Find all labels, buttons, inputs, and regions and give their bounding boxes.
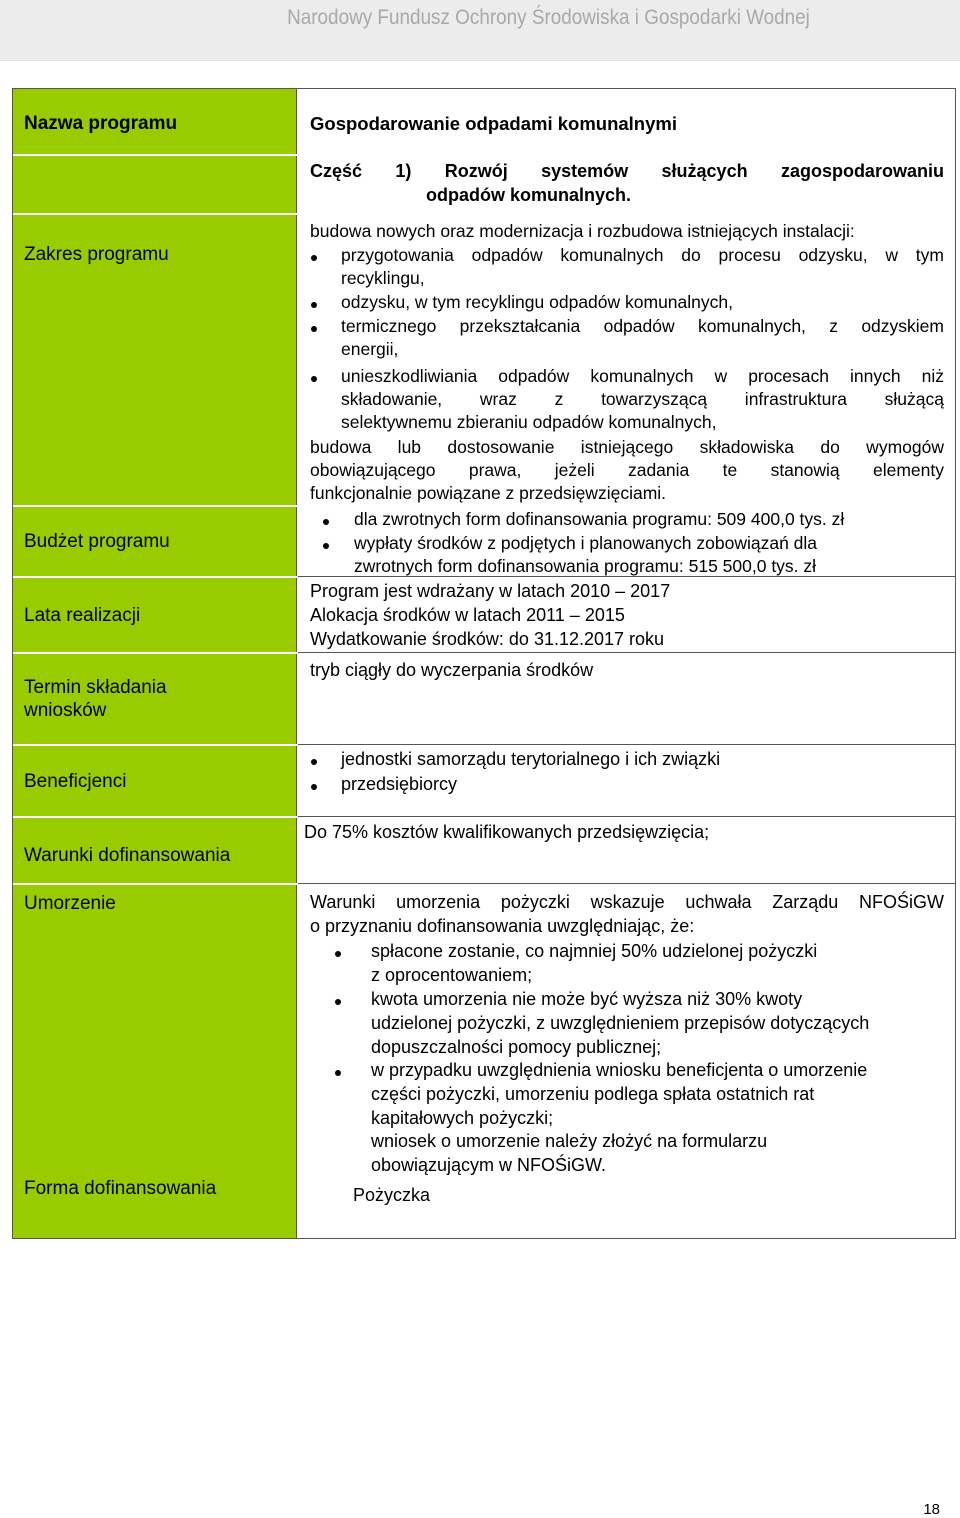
budzet-item-2-line-2: zwrotnych form dofinansowania programu: 515 500,0 tys. zł: [354, 556, 817, 576]
umorzenie-item-1-line-1: spłacone zostanie, co najmniej 50% udzielonej pożyczki: [371, 941, 818, 961]
bullet-icon: [335, 951, 341, 957]
label-umorzenie: Umorzenie: [24, 893, 116, 914]
lata-line-2: Alokacja środków w latach 2011 – 2015: [310, 605, 625, 625]
umorzenie-item-2-line-2: udzielonej pożyczki, z uwzględnieniem przepisów dotyczących: [371, 1013, 870, 1033]
zakres-intro: budowa nowych oraz modernizacja i rozbudowa istniejących instalacji:: [310, 221, 855, 241]
divider: [298, 816, 955, 817]
zakres-item-1-line-2: recyklingu,: [341, 268, 425, 288]
zakres-item-3-line-1: termicznego przekształcania odpadów komunalnych, z odzyskiem: [341, 316, 944, 336]
bullet-icon: [311, 376, 317, 382]
bullet-icon: [335, 999, 341, 1005]
divider: [298, 744, 955, 745]
bullet-icon: [311, 302, 317, 308]
divider: [298, 652, 955, 653]
zakres-item-3-line-2: energii,: [341, 339, 399, 359]
bullet-icon: [311, 784, 317, 790]
beneficjenci-item-1: jednostki samorządu terytorialnego i ich związki: [341, 749, 721, 769]
separator: [13, 154, 297, 156]
czesc-line-2: odpadów komunalnych.: [426, 185, 632, 205]
separator: [13, 652, 297, 654]
umorzenie-item-3-line-2: części pożyczki, umorzeniu podlega spłata ostatnich rat: [371, 1084, 815, 1104]
bullet-icon: [311, 255, 317, 261]
separator: [13, 576, 297, 578]
bullet-icon: [323, 543, 329, 549]
umorzenie-item-3-line-3: kapitałowych pożyczki;: [371, 1108, 554, 1128]
forma-value: Pożyczka: [353, 1185, 431, 1205]
umorzenie-tail-line-2: obowiązującym w NFOŚiGW.: [371, 1155, 607, 1175]
separator: [13, 816, 297, 818]
umorzenie-item-3-line-1: w przypadku uwzględnienia wniosku beneficjenta o umorzenie: [371, 1060, 868, 1080]
label-termin-wnioskow: wniosków: [24, 700, 107, 721]
umorzenie-intro-line-2: o przyznaniu dofinansowania uwzględniając, że:: [310, 916, 695, 936]
zakres-para-2-line-3: funkcjonalnie powiązane z przedsięwzięciami.: [310, 483, 667, 503]
czesc-word: systemów: [541, 161, 629, 181]
lata-line-1: Program jest wdrażany w latach 2010 – 2017: [310, 581, 671, 601]
page-header: [0, 0, 960, 61]
bullet-icon: [311, 326, 317, 332]
beneficjenci-item-2: przedsiębiorcy: [341, 774, 458, 794]
czesc-word: Część: [310, 161, 363, 181]
label-termin-skladania: Termin składania: [24, 677, 167, 698]
separator: [13, 883, 297, 885]
label-beneficjenci: Beneficjenci: [24, 771, 127, 792]
umorzenie-intro-line-1: Warunki umorzenia pożyczki wskazuje uchwała Zarządu NFOŚiGW: [310, 892, 944, 912]
umorzenie-item-2-line-1: kwota umorzenia nie może być wyższa niż 30% kwoty: [371, 989, 803, 1009]
label-forma-dofinansowania: Forma dofinansowania: [24, 1178, 217, 1199]
zakres-para-2-line-1: budowa lub dostosowanie istniejącego składowiska do wymogów: [310, 437, 944, 457]
divider: [298, 883, 955, 884]
separator: [13, 744, 297, 746]
czesc-word: służących: [661, 161, 748, 181]
page-number: 18: [923, 1501, 940, 1518]
czesc-word: Rozwój: [444, 161, 508, 181]
label-lata-realizacji: Lata realizacji: [24, 605, 141, 626]
zakres-item-4-line-1: unieszkodliwiania odpadów komunalnych w procesach innych niż: [341, 366, 944, 386]
label-nazwa-programu: Nazwa programu: [24, 113, 178, 134]
zakres-item-4-line-3: selektywnemu zbieraniu odpadów komunalnych,: [341, 412, 717, 432]
zakres-item-1-line-1: przygotowania odpadów komunalnych do procesu odzysku, w tym: [341, 245, 944, 265]
budzet-item-2-line-1: wypłaty środków z podjętych i planowanych zobowiązań dla: [354, 533, 818, 553]
zakres-item-4-line-2: składowanie, wraz z towarzyszącą infrastruktura służącą: [341, 389, 944, 409]
czesc-word: 1): [395, 161, 412, 181]
bullet-icon: [323, 519, 329, 525]
program-name: Gospodarowanie odpadami komunalnymi: [310, 113, 677, 134]
separator: [13, 505, 297, 507]
bullet-icon: [335, 1070, 341, 1076]
label-warunki-dofinansowania: Warunki dofinansowania: [24, 845, 231, 866]
umorzenie-item-2-line-3: dopuszczalności pomocy publicznej;: [371, 1037, 662, 1057]
czesc-word: zagospodarowaniu: [780, 161, 944, 181]
label-budzet-programu: Budżet programu: [24, 531, 170, 552]
termin-value: tryb ciągły do wyczerpania środków: [310, 660, 594, 680]
warunki-value: Do 75% kosztów kwalifikowanych przedsięwzięcia;: [304, 822, 710, 842]
umorzenie-tail-line-1: wniosek o umorzenie należy złożyć na formularzu: [371, 1131, 768, 1151]
budzet-item-1: dla zwrotnych form dofinansowania programu: 509 400,0 tys. zł: [354, 509, 845, 529]
label-zakres-programu: Zakres programu: [24, 244, 169, 265]
czesc-line-1: [310, 160, 944, 184]
lata-line-3: Wydatkowanie środków: do 31.12.2017 roku: [310, 629, 665, 649]
bullet-icon: [311, 759, 317, 765]
zakres-para-2-line-2: obowiązującego prawa, jeżeli zadania te stanowią elementy: [310, 460, 944, 480]
umorzenie-item-1-line-2: z oprocentowaniem;: [371, 965, 533, 985]
zakres-item-2: odzysku, w tym recyklingu odpadów komunalnych,: [341, 292, 733, 312]
header-title: Narodowy Fundusz Ochrony Środowiska i Gospodarki Wodnej: [287, 6, 810, 29]
separator: [13, 213, 297, 215]
